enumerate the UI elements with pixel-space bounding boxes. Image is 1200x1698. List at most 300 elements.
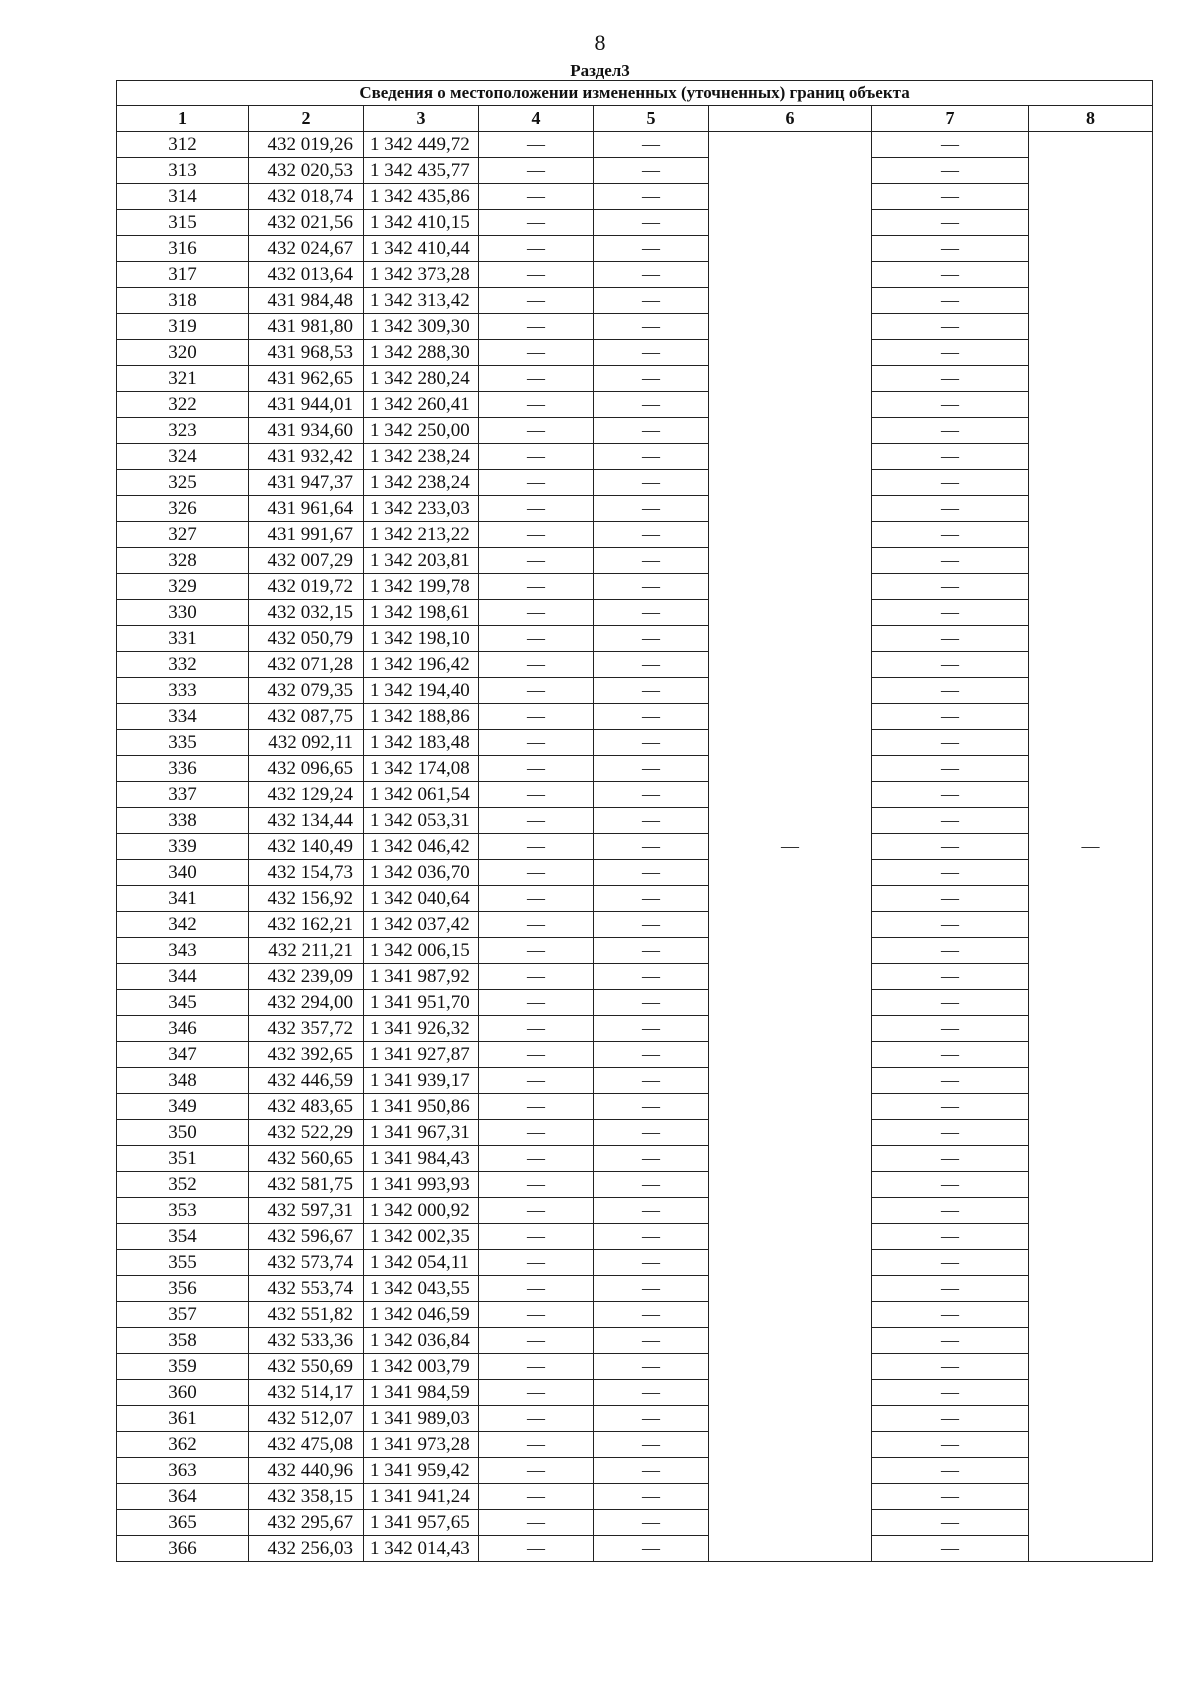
col5-cell: —: [594, 496, 709, 522]
table-row: [117, 1042, 1153, 1068]
point-number-cell: 316: [117, 236, 249, 262]
y-coordinate-cell: 1 342 188,86: [364, 704, 479, 730]
point-number-cell: 334: [117, 704, 249, 730]
col7-cell: —: [872, 626, 1029, 652]
col5-cell: —: [594, 1354, 709, 1380]
point-number-cell: 344: [117, 964, 249, 990]
col5-cell: —: [594, 1432, 709, 1458]
col7-cell: —: [872, 730, 1029, 756]
table-row: [117, 1068, 1153, 1094]
col5-cell: —: [594, 1094, 709, 1120]
y-coordinate-cell: 1 342 174,08: [364, 756, 479, 782]
x-coordinate-cell: 432 551,82: [249, 1302, 364, 1328]
point-number-cell: 335: [117, 730, 249, 756]
point-number-cell: 336: [117, 756, 249, 782]
table-row: [117, 678, 1153, 704]
col7-cell: —: [872, 1042, 1029, 1068]
x-coordinate-cell: 432 357,72: [249, 1016, 364, 1042]
y-coordinate-cell: 1 342 054,11: [364, 1250, 479, 1276]
col4-cell: —: [479, 1172, 594, 1198]
col4-cell: —: [479, 1458, 594, 1484]
col7-cell: —: [872, 1224, 1029, 1250]
col5-cell: —: [594, 1536, 709, 1562]
y-coordinate-cell: 1 341 957,65: [364, 1510, 479, 1536]
point-number-cell: 364: [117, 1484, 249, 1510]
col5-cell: —: [594, 366, 709, 392]
point-number-cell: 353: [117, 1198, 249, 1224]
table-row: [117, 782, 1153, 808]
point-number-cell: 319: [117, 314, 249, 340]
x-coordinate-cell: 431 934,60: [249, 418, 364, 444]
x-coordinate-cell: 432 162,21: [249, 912, 364, 938]
col5-cell: —: [594, 912, 709, 938]
col5-cell: —: [594, 1406, 709, 1432]
col5-cell: —: [594, 886, 709, 912]
col6-merged-cell: —: [709, 132, 872, 1562]
col4-cell: —: [479, 1042, 594, 1068]
y-coordinate-cell: 1 341 984,43: [364, 1146, 479, 1172]
column-header: 2: [249, 106, 364, 132]
col5-cell: —: [594, 418, 709, 444]
table-row: [117, 912, 1153, 938]
col7-cell: —: [872, 340, 1029, 366]
x-coordinate-cell: 432 079,35: [249, 678, 364, 704]
col4-cell: —: [479, 548, 594, 574]
x-coordinate-cell: 432 018,74: [249, 184, 364, 210]
col7-cell: —: [872, 808, 1029, 834]
table-caption: Сведения о местоположении измененных (уточненных) границ объекта: [117, 81, 1153, 106]
table-row: [117, 392, 1153, 418]
table-row: [117, 1224, 1153, 1250]
table-row: [117, 1458, 1153, 1484]
col5-cell: —: [594, 1042, 709, 1068]
table-row: [117, 132, 1153, 158]
col7-cell: —: [872, 418, 1029, 444]
col7-cell: —: [872, 1198, 1029, 1224]
col7-cell: —: [872, 938, 1029, 964]
point-number-cell: 360: [117, 1380, 249, 1406]
col5-cell: —: [594, 262, 709, 288]
col5-cell: —: [594, 678, 709, 704]
table-row: [117, 158, 1153, 184]
table-row: [117, 288, 1153, 314]
y-coordinate-cell: 1 342 003,79: [364, 1354, 479, 1380]
col8-merged-cell: —: [1029, 132, 1153, 1562]
y-coordinate-cell: 1 342 373,28: [364, 262, 479, 288]
point-number-cell: 315: [117, 210, 249, 236]
col5-cell: —: [594, 444, 709, 470]
col4-cell: —: [479, 1224, 594, 1250]
col7-cell: —: [872, 886, 1029, 912]
table-row: [117, 548, 1153, 574]
table-row: [117, 964, 1153, 990]
col4-cell: —: [479, 1146, 594, 1172]
point-number-cell: 361: [117, 1406, 249, 1432]
col4-cell: —: [479, 652, 594, 678]
y-coordinate-cell: 1 341 926,32: [364, 1016, 479, 1042]
column-header: 1: [117, 106, 249, 132]
point-number-cell: 341: [117, 886, 249, 912]
col7-cell: —: [872, 236, 1029, 262]
x-coordinate-cell: 432 211,21: [249, 938, 364, 964]
column-header: 8: [1029, 106, 1153, 132]
col5-cell: —: [594, 860, 709, 886]
point-number-cell: 357: [117, 1302, 249, 1328]
col7-cell: —: [872, 262, 1029, 288]
col7-cell: —: [872, 1484, 1029, 1510]
table-row: [117, 990, 1153, 1016]
y-coordinate-cell: 1 342 203,81: [364, 548, 479, 574]
x-coordinate-cell: 432 007,29: [249, 548, 364, 574]
column-header: 7: [872, 106, 1029, 132]
col4-cell: —: [479, 392, 594, 418]
col5-cell: —: [594, 236, 709, 262]
col7-cell: —: [872, 1458, 1029, 1484]
col7-cell: —: [872, 1536, 1029, 1562]
col7-cell: —: [872, 1250, 1029, 1276]
col4-cell: —: [479, 132, 594, 158]
x-coordinate-cell: 431 962,65: [249, 366, 364, 392]
col7-cell: —: [872, 1276, 1029, 1302]
col5-cell: —: [594, 392, 709, 418]
point-number-cell: 325: [117, 470, 249, 496]
x-coordinate-cell: 432 154,73: [249, 860, 364, 886]
table-row: [117, 210, 1153, 236]
point-number-cell: 322: [117, 392, 249, 418]
col7-cell: —: [872, 834, 1029, 860]
col7-cell: —: [872, 1302, 1029, 1328]
col7-cell: —: [872, 1094, 1029, 1120]
table-row: [117, 1094, 1153, 1120]
y-coordinate-cell: 1 342 238,24: [364, 470, 479, 496]
col7-cell: —: [872, 1120, 1029, 1146]
col7-cell: —: [872, 1172, 1029, 1198]
y-coordinate-cell: 1 341 993,93: [364, 1172, 479, 1198]
col4-cell: —: [479, 1276, 594, 1302]
y-coordinate-cell: 1 342 410,15: [364, 210, 479, 236]
col5-cell: —: [594, 574, 709, 600]
col5-cell: —: [594, 1172, 709, 1198]
col7-cell: —: [872, 860, 1029, 886]
point-number-cell: 345: [117, 990, 249, 1016]
col5-cell: —: [594, 1146, 709, 1172]
col4-cell: —: [479, 210, 594, 236]
table-row: [117, 730, 1153, 756]
col5-cell: —: [594, 1224, 709, 1250]
y-coordinate-cell: 1 341 967,31: [364, 1120, 479, 1146]
col4-cell: —: [479, 1198, 594, 1224]
x-coordinate-cell: 432 446,59: [249, 1068, 364, 1094]
col4-cell: —: [479, 1250, 594, 1276]
col4-cell: —: [479, 1510, 594, 1536]
x-coordinate-cell: 432 129,24: [249, 782, 364, 808]
col7-cell: —: [872, 990, 1029, 1016]
point-number-cell: 339: [117, 834, 249, 860]
table-row: [117, 418, 1153, 444]
col4-cell: —: [479, 678, 594, 704]
y-coordinate-cell: 1 341 950,86: [364, 1094, 479, 1120]
col5-cell: —: [594, 782, 709, 808]
table-row: [117, 1484, 1153, 1510]
col7-cell: —: [872, 392, 1029, 418]
y-coordinate-cell: 1 342 198,10: [364, 626, 479, 652]
col7-cell: —: [872, 1354, 1029, 1380]
x-coordinate-cell: 431 961,64: [249, 496, 364, 522]
point-number-cell: 350: [117, 1120, 249, 1146]
col4-cell: —: [479, 782, 594, 808]
col7-cell: —: [872, 1406, 1029, 1432]
col5-cell: —: [594, 1120, 709, 1146]
y-coordinate-cell: 1 342 213,22: [364, 522, 479, 548]
y-coordinate-cell: 1 342 309,30: [364, 314, 479, 340]
table-row: [117, 470, 1153, 496]
table-row: [117, 886, 1153, 912]
col4-cell: —: [479, 522, 594, 548]
table-row: [117, 834, 1153, 860]
col4-cell: —: [479, 1068, 594, 1094]
x-coordinate-cell: 432 512,07: [249, 1406, 364, 1432]
col5-cell: —: [594, 756, 709, 782]
point-number-cell: 338: [117, 808, 249, 834]
col4-cell: —: [479, 938, 594, 964]
col7-cell: —: [872, 678, 1029, 704]
col4-cell: —: [479, 418, 594, 444]
table-row: [117, 1328, 1153, 1354]
col7-cell: —: [872, 1432, 1029, 1458]
x-coordinate-cell: 432 581,75: [249, 1172, 364, 1198]
x-coordinate-cell: 432 533,36: [249, 1328, 364, 1354]
table-row: [117, 1250, 1153, 1276]
x-coordinate-cell: 431 944,01: [249, 392, 364, 418]
col7-cell: —: [872, 964, 1029, 990]
point-number-cell: 326: [117, 496, 249, 522]
col7-cell: —: [872, 782, 1029, 808]
table-row: [117, 756, 1153, 782]
y-coordinate-cell: 1 342 250,00: [364, 418, 479, 444]
col4-cell: —: [479, 1328, 594, 1354]
col7-cell: —: [872, 1328, 1029, 1354]
point-number-cell: 363: [117, 1458, 249, 1484]
x-coordinate-cell: 431 932,42: [249, 444, 364, 470]
column-header: 6: [709, 106, 872, 132]
col4-cell: —: [479, 184, 594, 210]
col5-cell: —: [594, 210, 709, 236]
col7-cell: —: [872, 496, 1029, 522]
col5-cell: —: [594, 1458, 709, 1484]
point-number-cell: 312: [117, 132, 249, 158]
point-number-cell: 343: [117, 938, 249, 964]
point-number-cell: 320: [117, 340, 249, 366]
point-number-cell: 324: [117, 444, 249, 470]
table-row: [117, 1016, 1153, 1042]
y-coordinate-cell: 1 342 036,70: [364, 860, 479, 886]
col4-cell: —: [479, 574, 594, 600]
y-coordinate-cell: 1 342 061,54: [364, 782, 479, 808]
point-number-cell: 317: [117, 262, 249, 288]
x-coordinate-cell: 432 573,74: [249, 1250, 364, 1276]
col5-cell: —: [594, 652, 709, 678]
col5-cell: —: [594, 990, 709, 1016]
col5-cell: —: [594, 1016, 709, 1042]
col5-cell: —: [594, 808, 709, 834]
y-coordinate-cell: 1 342 198,61: [364, 600, 479, 626]
col4-cell: —: [479, 1432, 594, 1458]
col5-cell: —: [594, 470, 709, 496]
col4-cell: —: [479, 1094, 594, 1120]
table-row: [117, 1432, 1153, 1458]
x-coordinate-cell: 432 358,15: [249, 1484, 364, 1510]
col5-cell: —: [594, 1380, 709, 1406]
col4-cell: —: [479, 1406, 594, 1432]
col7-cell: —: [872, 158, 1029, 184]
col7-cell: —: [872, 470, 1029, 496]
col5-cell: —: [594, 1276, 709, 1302]
x-coordinate-cell: 432 239,09: [249, 964, 364, 990]
col7-cell: —: [872, 132, 1029, 158]
column-header: 4: [479, 106, 594, 132]
table-row: [117, 366, 1153, 392]
y-coordinate-cell: 1 342 036,84: [364, 1328, 479, 1354]
col4-cell: —: [479, 470, 594, 496]
coordinates-table: [116, 80, 1153, 1562]
point-number-cell: 354: [117, 1224, 249, 1250]
col4-cell: —: [479, 236, 594, 262]
col7-cell: —: [872, 912, 1029, 938]
point-number-cell: 356: [117, 1276, 249, 1302]
col7-cell: —: [872, 704, 1029, 730]
point-number-cell: 329: [117, 574, 249, 600]
point-number-cell: 365: [117, 1510, 249, 1536]
y-coordinate-cell: 1 342 053,31: [364, 808, 479, 834]
col4-cell: —: [479, 834, 594, 860]
col4-cell: —: [479, 600, 594, 626]
page-number: 8: [594, 30, 606, 55]
x-coordinate-cell: 432 483,65: [249, 1094, 364, 1120]
x-coordinate-cell: 431 947,37: [249, 470, 364, 496]
col7-cell: —: [872, 522, 1029, 548]
y-coordinate-cell: 1 342 233,03: [364, 496, 479, 522]
y-coordinate-cell: 1 341 987,92: [364, 964, 479, 990]
col5-cell: —: [594, 132, 709, 158]
table-row: [117, 1406, 1153, 1432]
y-coordinate-cell: 1 342 040,64: [364, 886, 479, 912]
point-number-cell: 358: [117, 1328, 249, 1354]
point-number-cell: 313: [117, 158, 249, 184]
x-coordinate-cell: 431 981,80: [249, 314, 364, 340]
x-coordinate-cell: 432 019,72: [249, 574, 364, 600]
col4-cell: —: [479, 964, 594, 990]
col5-cell: —: [594, 1484, 709, 1510]
x-coordinate-cell: 432 087,75: [249, 704, 364, 730]
col4-cell: —: [479, 1016, 594, 1042]
col7-cell: —: [872, 1016, 1029, 1042]
col4-cell: —: [479, 262, 594, 288]
col4-cell: —: [479, 1120, 594, 1146]
point-number-cell: 366: [117, 1536, 249, 1562]
col5-cell: —: [594, 314, 709, 340]
col5-cell: —: [594, 1198, 709, 1224]
table-row: [117, 808, 1153, 834]
col5-cell: —: [594, 704, 709, 730]
col4-cell: —: [479, 704, 594, 730]
point-number-cell: 351: [117, 1146, 249, 1172]
col7-cell: —: [872, 548, 1029, 574]
x-coordinate-cell: 432 096,65: [249, 756, 364, 782]
table-row: [117, 938, 1153, 964]
y-coordinate-cell: 1 342 410,44: [364, 236, 479, 262]
point-number-cell: 314: [117, 184, 249, 210]
y-coordinate-cell: 1 342 046,59: [364, 1302, 479, 1328]
col4-cell: —: [479, 808, 594, 834]
col7-cell: —: [872, 574, 1029, 600]
table-row: [117, 1120, 1153, 1146]
point-number-cell: 330: [117, 600, 249, 626]
col5-cell: —: [594, 964, 709, 990]
point-number-cell: 359: [117, 1354, 249, 1380]
y-coordinate-cell: 1 341 927,87: [364, 1042, 479, 1068]
x-coordinate-cell: 432 021,56: [249, 210, 364, 236]
table-row: [117, 1510, 1153, 1536]
col4-cell: —: [479, 1302, 594, 1328]
table-row: [117, 1354, 1153, 1380]
table-row: [117, 1146, 1153, 1172]
table-row: [117, 860, 1153, 886]
table-row: [117, 1302, 1153, 1328]
y-coordinate-cell: 1 342 435,77: [364, 158, 479, 184]
col5-cell: —: [594, 340, 709, 366]
x-coordinate-cell: 432 024,67: [249, 236, 364, 262]
table-row: [117, 496, 1153, 522]
col5-cell: —: [594, 158, 709, 184]
y-coordinate-cell: 1 342 435,86: [364, 184, 479, 210]
table-row: [117, 1172, 1153, 1198]
point-number-cell: 328: [117, 548, 249, 574]
point-number-cell: 323: [117, 418, 249, 444]
col5-cell: —: [594, 184, 709, 210]
col4-cell: —: [479, 1380, 594, 1406]
x-coordinate-cell: 432 440,96: [249, 1458, 364, 1484]
y-coordinate-cell: 1 341 989,03: [364, 1406, 479, 1432]
col7-cell: —: [872, 600, 1029, 626]
y-coordinate-cell: 1 342 260,41: [364, 392, 479, 418]
col4-cell: —: [479, 444, 594, 470]
point-number-cell: 337: [117, 782, 249, 808]
col7-cell: —: [872, 444, 1029, 470]
col7-cell: —: [872, 366, 1029, 392]
col5-cell: —: [594, 1328, 709, 1354]
col5-cell: —: [594, 1250, 709, 1276]
table-row: [117, 600, 1153, 626]
x-coordinate-cell: 432 392,65: [249, 1042, 364, 1068]
point-number-cell: 348: [117, 1068, 249, 1094]
col4-cell: —: [479, 990, 594, 1016]
y-coordinate-cell: 1 342 238,24: [364, 444, 479, 470]
y-coordinate-cell: 1 342 449,72: [364, 132, 479, 158]
col4-cell: —: [479, 1536, 594, 1562]
x-coordinate-cell: 432 475,08: [249, 1432, 364, 1458]
col7-cell: —: [872, 184, 1029, 210]
point-number-cell: 333: [117, 678, 249, 704]
x-coordinate-cell: 432 140,49: [249, 834, 364, 860]
col5-cell: —: [594, 522, 709, 548]
table-row: [117, 522, 1153, 548]
col5-cell: —: [594, 1302, 709, 1328]
table-row: [117, 1276, 1153, 1302]
y-coordinate-cell: 1 342 194,40: [364, 678, 479, 704]
col4-cell: —: [479, 626, 594, 652]
x-coordinate-cell: 432 514,17: [249, 1380, 364, 1406]
table-row: [117, 262, 1153, 288]
